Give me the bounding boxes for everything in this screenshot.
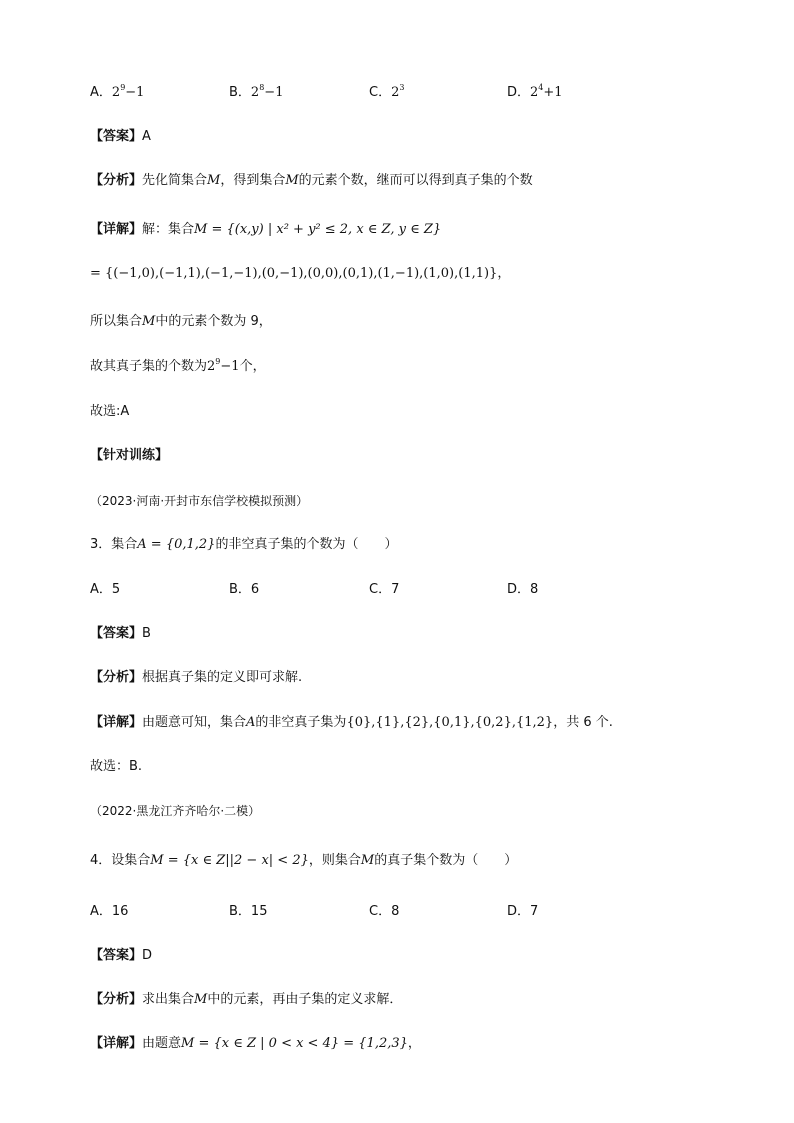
math-var: M [285,173,299,188]
option-exponent: 3 [399,82,405,92]
option-a [90,84,144,102]
option-letter: D． [507,85,531,100]
q3-source [90,492,308,510]
q4-option-c [369,903,399,921]
question-text: 3．集合 [90,537,138,552]
math-rest: −1 [220,359,240,374]
q3-answer-line [90,625,151,643]
analysis-text: ，得到集合 [220,173,286,188]
option-exponent: 4 [538,82,544,92]
detail-text: 由题意 [142,1036,182,1051]
option-d [507,84,563,102]
option-text: A．16 [90,904,129,919]
analysis-text: 求出集合 [142,992,195,1007]
question-formula: A = {0,1,2} [137,537,216,552]
analysis-text: 中的元素，再由子集的定义求解． [207,992,403,1007]
option-base: 2 [111,85,121,100]
detail-text: 的非空真子集为 [255,715,347,730]
question-text: 的非空真子集的个数为（ ） [215,537,398,552]
detail-text: ，共 6 个. [553,715,613,730]
analysis-text: 先化简集合 [142,173,208,188]
option-exponent: 9 [120,82,126,92]
question-formula: M = {x ∈ Z||2 − x| < 2} [150,853,309,868]
option-letter: B． [229,85,251,100]
q3-detail-line [90,714,613,732]
q4-stem [90,852,517,870]
math-base: 2 [207,359,216,374]
option-base: 2 [391,85,400,100]
detail-tag: 【详解】 [90,222,143,237]
math-var: A [246,715,256,730]
q3-option-a [90,581,120,599]
question-text: 4．设集合 [90,853,151,868]
detail-text: 由题意可知，集合 [142,715,247,730]
option-letter: C． [369,85,392,100]
analysis-tag: 【分析】 [90,992,143,1007]
option-rest: +1 [543,85,563,100]
q3-choose-line [90,758,142,776]
q4-source [90,802,260,820]
q3-analysis-line [90,669,302,687]
q4-analysis-line [90,991,402,1009]
set-definition-formula: M = {(x,y) | x² + y² ≤ 2, x ∈ Z, y ∈ Z} [194,222,442,237]
q4-option-b [229,903,267,921]
answer-tag: 【答案】 [90,626,143,641]
detail-text: 所以集合 [90,314,143,329]
answer-line [90,128,151,146]
answer-tag: 【答案】 [90,129,143,144]
training-tag: 【针对训练】 [90,448,169,463]
answer-value: D [142,948,153,963]
count-line [90,313,272,331]
detail-tag: 【详解】 [90,1036,143,1051]
q4-option-a [90,903,128,921]
q3-option-b [229,581,259,599]
option-rest: −1 [125,85,145,100]
math-var: M [360,853,375,868]
detail-tag: 【详解】 [90,715,143,730]
q4-option-d [507,903,538,921]
question-text: 的真子集个数为（ ） [374,853,518,868]
subsets-formula: {0},{1},{2},{0,1},{0,2},{1,2} [346,715,554,730]
answer-value: B [142,626,151,641]
option-b [229,84,283,102]
analysis-text: 根据真子集的定义即可求解. [142,670,303,685]
detail-formula: M = {x ∈ Z | 0 < x < 4} = {1,2,3} [181,1036,408,1051]
detail-text: ， [407,1036,421,1051]
set-elements-formula: = {(−1,0),(−1,1),(−1,−1),(0,−1),(0,0),(0,1),(1,−1),(1,0),(1,1)}， [90,266,511,281]
choose-text: 故选：B. [90,759,143,774]
analysis-tag: 【分析】 [90,173,143,188]
q4-detail-line [90,1035,421,1053]
q3-option-d [507,581,538,599]
choose-line [90,403,129,421]
math-exponent: 9 [215,356,221,366]
detail-text: 个， [239,359,266,374]
detail-text: 故其真子集的个数为 [90,359,208,374]
math-var: M [142,314,156,329]
analysis-line [90,172,533,190]
source-text: （2023·河南·开封市东信学校模拟预测） [90,494,309,508]
q3-stem [90,536,397,554]
option-text: D．7 [507,904,539,919]
detail-text: 解：集合 [142,222,195,237]
option-c [369,84,404,102]
option-letter: A． [90,85,112,100]
answer-tag: 【答案】 [90,948,143,963]
option-base: 2 [530,85,539,100]
analysis-tag: 【分析】 [90,670,143,685]
detail-text: 中的元素个数为 9， [155,314,272,329]
training-heading [90,447,168,465]
subset-count-line [90,358,266,376]
option-text: D．8 [507,582,539,597]
option-text: C．7 [369,582,400,597]
set-elements-line [90,265,510,283]
option-base: 2 [250,85,260,100]
q3-option-c [369,581,399,599]
source-text: （2022·黑龙江齐齐哈尔·二模） [90,804,261,818]
math-var: M [207,173,221,188]
detail-line [90,221,441,239]
answer-value: A [142,129,151,144]
q4-answer-line [90,947,152,965]
math-var: M [194,992,208,1007]
analysis-text: 的元素个数，继而可以得到真子集的个数 [298,173,533,188]
question-text: ，则集合 [308,853,361,868]
option-text: C．8 [369,904,400,919]
option-text: B．6 [229,582,260,597]
option-text: B．15 [229,904,268,919]
option-exponent: 8 [259,82,265,92]
option-text: A．5 [90,582,121,597]
option-rest: −1 [264,85,284,100]
choose-text: 故选:A [90,404,130,419]
